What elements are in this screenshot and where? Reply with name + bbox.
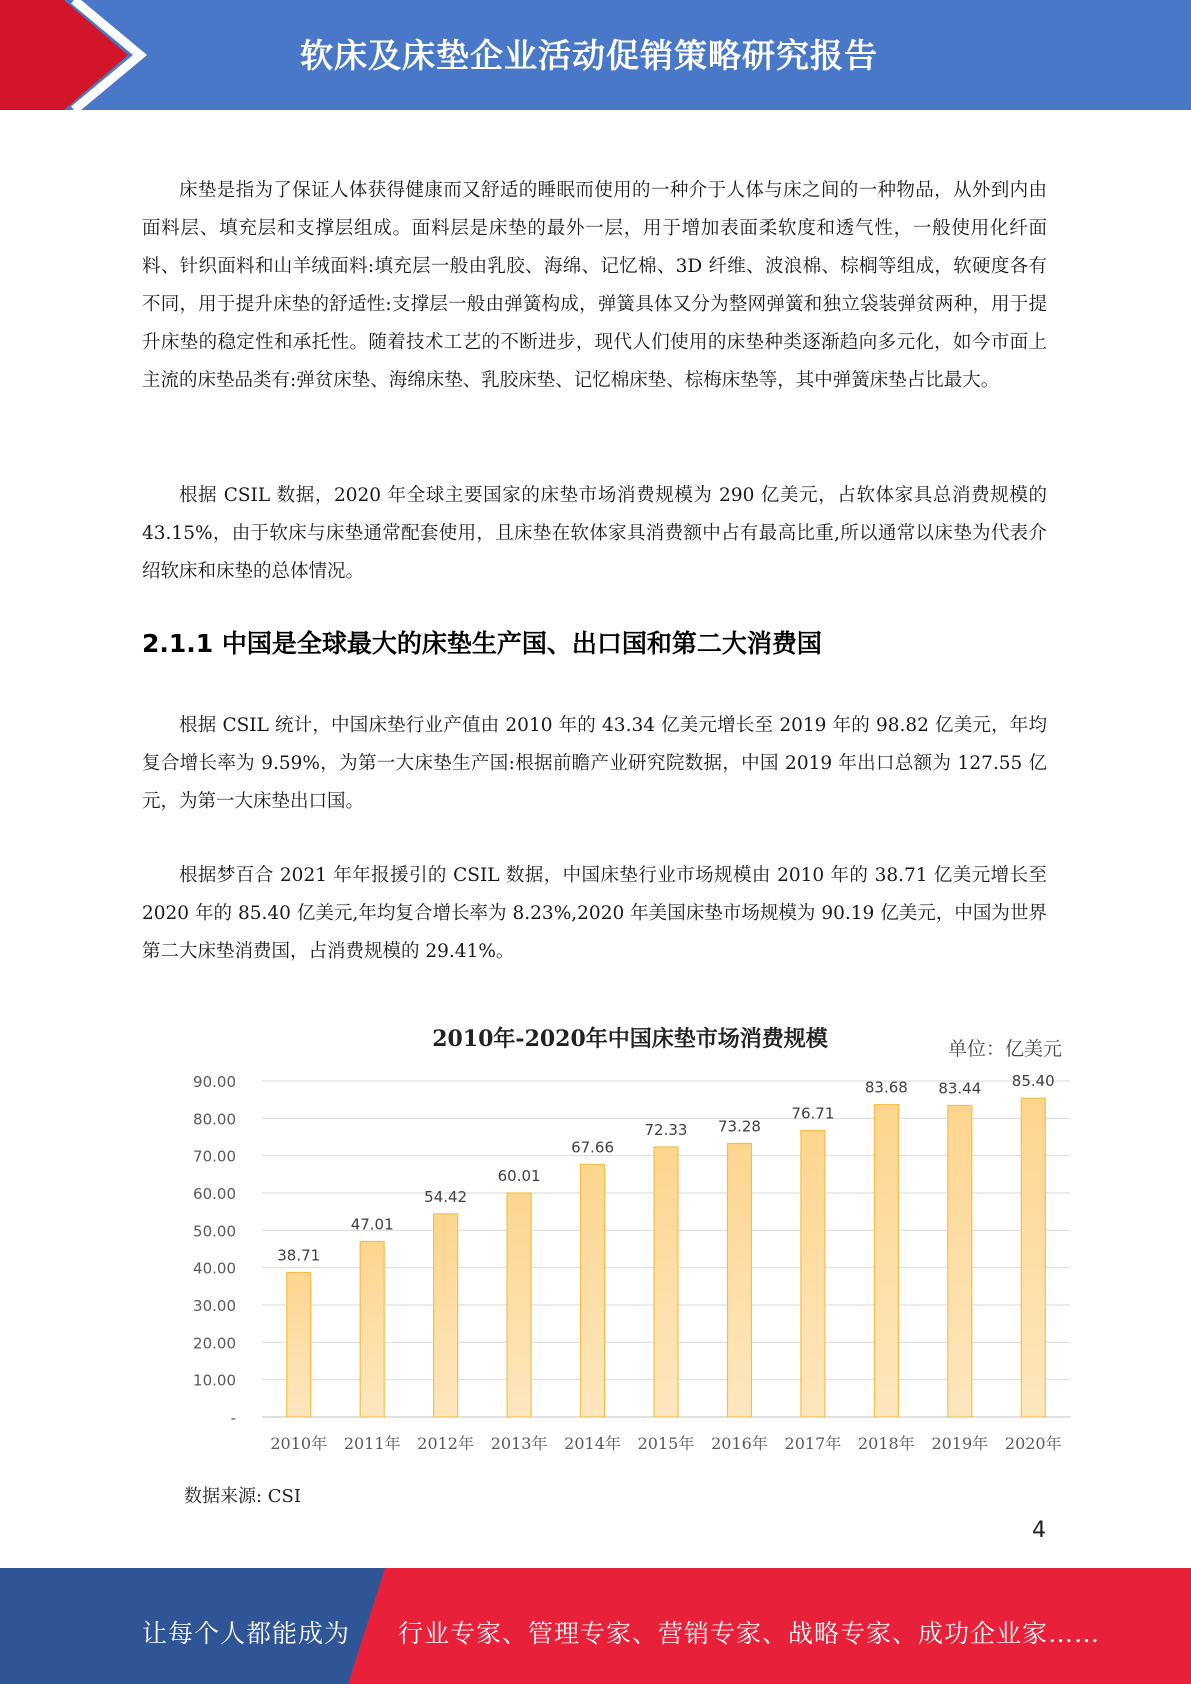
bar [287, 1272, 311, 1417]
y-tick-label: 20.00 [193, 1334, 236, 1353]
paragraph-intro: 床垫是指为了保证人体获得健康而又舒适的睡眠而使用的一种介于人体与床之间的一种物品，从外到内由面料层、填充层和支撑层组成。面料层是床垫的最外一层，用于增加表面柔软度和透气性，一般使用化纤面料、针织面料和山羊绒面料:填充层一般由乳胶、海绵、记忆棉、3D 纤维、波浪棉、棕榈等组成，软硬度各有不同，用于提升床垫的舒适性:支撑层一般由弹簧构成，弹簧具体又分为整网弹簧和独立袋装弹贫两种，用于提升床垫的稳定性和承托性。随着技术工艺的不断进步，现代人们使用的床垫种类逐渐趋向多元化，如今市面上主流的床垫品类有:弹贫床垫、海绵床垫、乳胶床垫、记忆棉床垫、棕梅床垫等，其中弹簧床垫占比最大。 [142, 180, 1047, 391]
y-tick-label: 80.00 [193, 1110, 236, 1129]
y-tick-label: 40.00 [193, 1259, 236, 1278]
bar [801, 1131, 825, 1417]
bar [507, 1193, 531, 1417]
chart-unit-label: 单位：亿美元 [948, 1038, 1063, 1060]
paragraph-csil-global: 根据 CSIL 数据，2020 年全球主要国家的床垫市场消费规模为 290 亿美元，占软体家具总消费规模的 43.15%，由于软床与床垫通常配套使用，且床垫在软体家具消费额中占有最高比重,所以通常以床垫为代表介绍软床和床垫的总体情况。 [142, 485, 1047, 582]
bar [1021, 1098, 1045, 1417]
y-tick-label: 10.00 [193, 1371, 236, 1390]
x-tick-label: 2010年 [270, 1434, 328, 1453]
data-label: 47.01 [350, 1215, 394, 1234]
paragraph-consumption: 根据梦百合 2021 年年报援引的 CSIL 数据，中国床垫行业市场规模由 2010 年的 38.71 亿美元增长至 2020 年的 85.40 亿美元,年均复合增长率为 8.23%,2020 年美国床垫市场规模为 90.19 亿美元，中国为世界第二大床垫消费国，占消费规模的 29.41%。 [142, 865, 1047, 962]
x-tick-label: 2020年 [1004, 1434, 1062, 1453]
data-label: 72.33 [644, 1120, 688, 1139]
y-tick-label: - [230, 1409, 236, 1427]
x-tick-label: 2016年 [711, 1434, 768, 1453]
bar-chart [0, 1010, 1191, 1470]
y-tick-label: 70.00 [193, 1147, 236, 1166]
report-title: 软床及床垫企业活动促销策略研究报告 [300, 36, 878, 75]
data-label: 85.40 [1011, 1072, 1055, 1091]
x-tick-label: 2019年 [931, 1434, 989, 1453]
paragraph-production: 根据 CSIL 统计，中国床垫行业产值由 2010 年的 43.34 亿美元增长至 2019 年的 98.82 亿美元，年均复合增长率为 9.59%，为第一大床垫生产国:根据前瞻产业研究院数据，中国 2019 年出口总额为 127.55 亿元，为第一大床垫出口国。 [142, 715, 1047, 812]
y-tick-label: 30.00 [193, 1297, 236, 1315]
x-tick-label: 2014年 [564, 1434, 621, 1453]
page-header [0, 0, 1191, 110]
data-label: 83.44 [938, 1079, 982, 1098]
bar [360, 1241, 384, 1417]
bar [434, 1214, 458, 1417]
y-tick-label: 50.00 [193, 1222, 236, 1241]
section-heading: 2.1.1 中国是全球最大的床垫生产国、出口国和第二大消费国 [142, 629, 822, 658]
bar [654, 1147, 678, 1417]
x-tick-label: 2013年 [490, 1434, 548, 1453]
x-tick-label: 2012年 [417, 1434, 475, 1453]
y-tick-label: 90.00 [193, 1073, 236, 1091]
chart-title: 2010年-2020年中国床垫市场消费规模 [432, 1026, 828, 1052]
data-label: 83.68 [864, 1078, 908, 1097]
data-label: 60.01 [497, 1166, 541, 1185]
x-tick-label: 2017年 [784, 1434, 842, 1453]
bar [874, 1105, 898, 1417]
data-label: 38.71 [277, 1246, 321, 1265]
page-footer [0, 1568, 1191, 1684]
footer-slogan-left: 让每个人都能成为 [142, 1619, 351, 1648]
y-tick-label: 60.00 [193, 1185, 236, 1203]
footer-slogan-right: 行业专家、管理专家、营销专家、战略专家、成功企业家…… [398, 1619, 1101, 1648]
data-label: 67.66 [571, 1138, 615, 1157]
bar [948, 1105, 972, 1417]
x-tick-label: 2011年 [343, 1434, 401, 1453]
bar [581, 1164, 605, 1417]
page-number: 4 [1032, 1518, 1046, 1543]
data-label: 73.28 [717, 1117, 761, 1136]
x-tick-label: 2018年 [857, 1434, 915, 1453]
x-tick-label: 2015年 [637, 1434, 695, 1453]
data-source-note: 数据来源: CSI [184, 1486, 301, 1507]
data-label: 76.71 [791, 1104, 835, 1123]
data-label: 54.42 [424, 1187, 468, 1206]
bar [727, 1143, 751, 1417]
